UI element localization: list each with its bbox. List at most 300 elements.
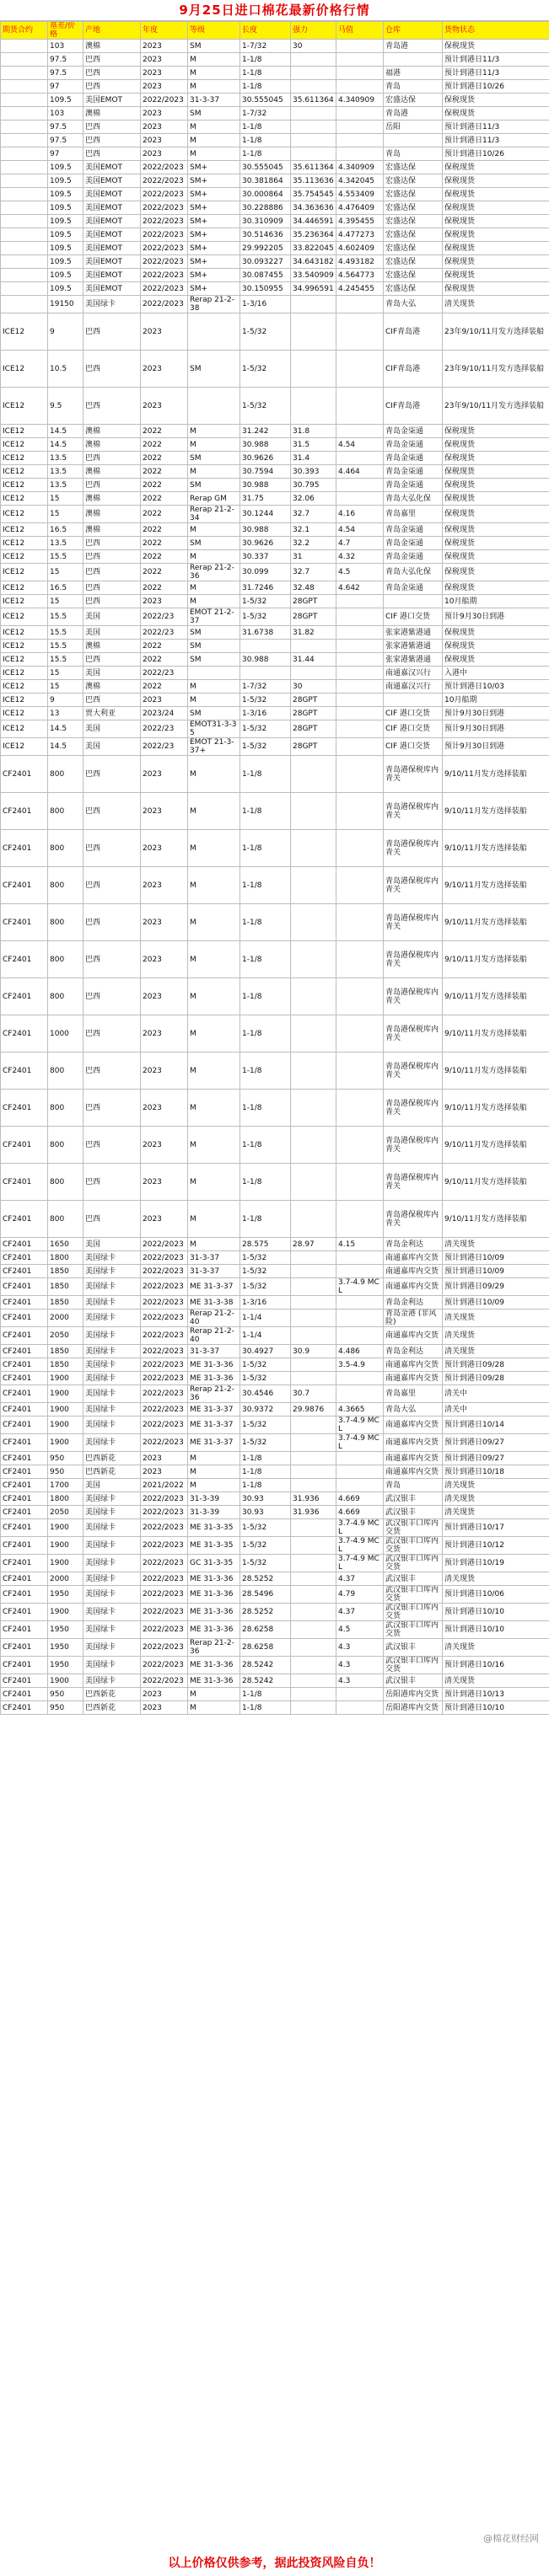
table-cell: ICE12 xyxy=(1,564,48,581)
table-cell xyxy=(336,756,384,793)
table-cell: 1-1/8 xyxy=(240,1452,291,1465)
table-cell: 15 xyxy=(48,595,83,608)
table-cell: 保税现货 xyxy=(443,452,549,465)
table-cell: 30 xyxy=(291,40,336,53)
table-cell xyxy=(291,1327,336,1345)
table-cell: 19150 xyxy=(48,296,83,313)
table-cell: 预计到港日11/3 xyxy=(443,134,549,147)
table-cell xyxy=(291,1265,336,1278)
table-cell: 2022/23 xyxy=(141,626,188,640)
table-cell: 2022/2023 xyxy=(141,255,188,269)
table-cell: 4.642 xyxy=(336,581,384,595)
table-cell: 1-1/8 xyxy=(240,1052,291,1090)
table-cell: 4.553409 xyxy=(336,188,384,201)
table-cell: 30.093227 xyxy=(240,255,291,269)
table-cell: 青岛金柒通 xyxy=(384,425,443,438)
table-cell: 15 xyxy=(48,492,83,506)
table-cell: ICE12 xyxy=(1,626,48,640)
table-cell xyxy=(336,1090,384,1127)
table-cell: 预计9月30日到港 xyxy=(443,738,549,756)
table-cell: 28.6258 xyxy=(240,1639,291,1657)
table-cell: 109.5 xyxy=(48,215,83,228)
table-cell: 岳阳港库内交货 xyxy=(384,1688,443,1701)
table-cell xyxy=(1,201,48,215)
table-cell: ICE12 xyxy=(1,550,48,564)
table-cell: 青岛金柒通 xyxy=(384,550,443,564)
table-cell xyxy=(291,1127,336,1164)
table-cell: 9/10/11月发方选择装船 xyxy=(443,1164,549,1201)
table-row xyxy=(1,694,549,707)
table-cell: 15.5 xyxy=(48,608,83,626)
table-cell: M xyxy=(188,978,240,1015)
table-cell: 10月船期 xyxy=(443,694,549,707)
table-cell xyxy=(336,978,384,1015)
table-cell: 34.446591 xyxy=(291,215,336,228)
table-cell: 美国绿卡 xyxy=(83,1506,141,1519)
table-cell: M xyxy=(188,1688,240,1701)
table-cell xyxy=(336,640,384,653)
table-cell: 保税现货 xyxy=(443,201,549,215)
table-cell: 美国 xyxy=(83,738,141,756)
table-cell xyxy=(291,867,336,904)
table-cell: 美国EMOT xyxy=(83,255,141,269)
table-cell: M xyxy=(188,1201,240,1238)
table-cell: 预计到港日10/14 xyxy=(443,1417,549,1434)
table-cell xyxy=(336,720,384,738)
table-cell: 保税现货 xyxy=(443,465,549,479)
column-header: 等级 xyxy=(188,22,240,40)
table-cell: 2022/2023 xyxy=(141,1555,188,1572)
table-cell: 2022/2023 xyxy=(141,1372,188,1385)
table-row xyxy=(1,1621,549,1639)
table-cell: 青岛金利达 xyxy=(384,1345,443,1358)
table-cell: 保税现货 xyxy=(443,550,549,564)
table-cell: 1-1/8 xyxy=(240,134,291,147)
table-cell: CF2401 xyxy=(1,1506,48,1519)
table-cell: 青岛港保税库内青关 xyxy=(384,756,443,793)
column-header: 强力 xyxy=(291,22,336,40)
table-cell: CF2401 xyxy=(1,1358,48,1372)
table-cell: 1-5/32 xyxy=(240,1265,291,1278)
table-cell: 预计到港日10/26 xyxy=(443,147,549,161)
table-cell: 青岛金柒通 xyxy=(384,581,443,595)
table-cell: 1700 xyxy=(48,1479,83,1492)
table-cell: GC 31-3-35 xyxy=(188,1555,240,1572)
table-cell: 32.06 xyxy=(291,492,336,506)
table-row xyxy=(1,1657,549,1674)
table-row xyxy=(1,738,549,756)
table-cell xyxy=(1,161,48,174)
table-cell: 2023 xyxy=(141,595,188,608)
table-cell: 35.611364 xyxy=(291,94,336,107)
table-cell: 预计到港日11/3 xyxy=(443,120,549,134)
table-cell: 美国绿卡 xyxy=(83,1327,141,1345)
table-cell: 保税现货 xyxy=(443,626,549,640)
table-cell: 2023 xyxy=(141,107,188,120)
table-cell: 1950 xyxy=(48,1621,83,1639)
table-cell: 南通嘉汉兴行 xyxy=(384,680,443,694)
column-header: 基差/价格 xyxy=(48,22,83,40)
table-cell: 31.936 xyxy=(291,1506,336,1519)
table-cell xyxy=(1,215,48,228)
table-cell: CF2401 xyxy=(1,1385,48,1403)
table-row xyxy=(1,228,549,242)
table-cell: 2023 xyxy=(141,978,188,1015)
table-cell: 2000 xyxy=(48,1572,83,1586)
table-cell: 2023 xyxy=(141,147,188,161)
table-cell: 美国绿卡 xyxy=(83,1296,141,1309)
table-cell: 1-5/32 xyxy=(240,595,291,608)
table-cell: 32.48 xyxy=(291,581,336,595)
table-cell: 30.099 xyxy=(240,564,291,581)
table-cell: 美国绿卡 xyxy=(83,1492,141,1506)
table-cell: 2022/2023 xyxy=(141,1385,188,1403)
table-cell: 清关现货 xyxy=(443,296,549,313)
table-cell: 保税现货 xyxy=(443,40,549,53)
table-cell: 巴西 xyxy=(83,537,141,550)
table-cell: M xyxy=(188,80,240,94)
table-cell: ME 31-3-35 xyxy=(188,1537,240,1555)
table-cell: 保税现货 xyxy=(443,242,549,255)
table-cell: 32.7 xyxy=(291,564,336,581)
table-cell: 清关现货 xyxy=(443,1327,549,1345)
table-cell: SM+ xyxy=(188,255,240,269)
table-cell: SM xyxy=(188,351,240,388)
table-cell: 青岛港保税库内青关 xyxy=(384,793,443,830)
table-row xyxy=(1,1674,549,1688)
table-cell: 青岛金利达 xyxy=(384,1296,443,1309)
table-cell: CF2401 xyxy=(1,867,48,904)
table-cell: Rerap 21-2-40 xyxy=(188,1309,240,1327)
table-cell: CF2401 xyxy=(1,1327,48,1345)
table-cell: CF2401 xyxy=(1,1604,48,1621)
table-cell: 武汉银丰口库内交货 xyxy=(384,1519,443,1537)
table-cell: 1-7/32 xyxy=(240,680,291,694)
table-cell xyxy=(291,67,336,80)
table-cell xyxy=(336,479,384,492)
table-cell xyxy=(336,1015,384,1052)
table-cell: ICE12 xyxy=(1,738,48,756)
table-cell: 30.337 xyxy=(240,550,291,564)
table-cell xyxy=(336,941,384,978)
table-cell: 2022/2023 xyxy=(141,1434,188,1452)
table-cell xyxy=(291,1164,336,1201)
table-cell xyxy=(291,1657,336,1674)
table-cell xyxy=(336,830,384,867)
table-cell: 9/10/11月发方选择装船 xyxy=(443,1127,549,1164)
table-row xyxy=(1,201,549,215)
table-cell: 2050 xyxy=(48,1506,83,1519)
table-cell: SM xyxy=(188,640,240,653)
table-cell: 2022/2023 xyxy=(141,1358,188,1372)
table-cell: 2050 xyxy=(48,1327,83,1345)
table-cell: 3.7-4.9 MCL xyxy=(336,1434,384,1452)
table-cell: 美国绿卡 xyxy=(83,1372,141,1385)
table-cell: 109.5 xyxy=(48,174,83,188)
table-cell: 保税现货 xyxy=(443,653,549,667)
table-cell: CF2401 xyxy=(1,1372,48,1385)
table-cell: 2023 xyxy=(141,134,188,147)
table-cell: 巴西 xyxy=(83,1127,141,1164)
table-cell: 青岛金利达 xyxy=(384,1238,443,1251)
table-cell: 青岛港 xyxy=(384,107,443,120)
table-row xyxy=(1,479,549,492)
table-cell: 800 xyxy=(48,904,83,941)
table-cell: 美国EMOT xyxy=(83,242,141,255)
table-cell: 3.7-4.9 MCL xyxy=(336,1278,384,1296)
table-cell: ICE12 xyxy=(1,523,48,537)
table-cell: 美国绿卡 xyxy=(83,1537,141,1555)
table-cell: 103 xyxy=(48,40,83,53)
table-cell: 美国EMOT xyxy=(83,201,141,215)
table-cell: 贾大利亚 xyxy=(83,707,141,720)
table-cell: 15.5 xyxy=(48,640,83,653)
table-cell: 2023 xyxy=(141,80,188,94)
table-cell: 97.5 xyxy=(48,120,83,134)
table-row xyxy=(1,1604,549,1621)
table-cell: 1-5/32 xyxy=(240,1278,291,1296)
table-cell: 2022 xyxy=(141,425,188,438)
table-cell: Rerap 21-2-36 xyxy=(188,564,240,581)
table-cell xyxy=(291,1537,336,1555)
table-row xyxy=(1,1372,549,1385)
table-cell: CF2401 xyxy=(1,1127,48,1164)
table-cell: 青岛金港 (非风险) xyxy=(384,1309,443,1327)
table-cell: SM+ xyxy=(188,215,240,228)
table-cell: 美国绿卡 xyxy=(83,1251,141,1265)
table-cell: 13.5 xyxy=(48,537,83,550)
table-header-row xyxy=(1,22,549,40)
table-cell xyxy=(336,53,384,67)
table-row xyxy=(1,904,549,941)
table-cell: 预计到港日09/27 xyxy=(443,1434,549,1452)
table-cell: CIF青岛港 xyxy=(384,351,443,388)
table-cell xyxy=(291,1434,336,1452)
table-cell: 武汉银丰口库内交货 xyxy=(384,1555,443,1572)
table-cell: 1-5/32 xyxy=(240,1434,291,1452)
table-cell xyxy=(336,452,384,465)
table-cell: 31-3-37 xyxy=(188,1345,240,1358)
table-cell xyxy=(291,107,336,120)
table-cell: 美国EMOT xyxy=(83,215,141,228)
table-cell: 4.16 xyxy=(336,506,384,523)
table-cell: 美国EMOT xyxy=(83,94,141,107)
table-cell: CF2401 xyxy=(1,1492,48,1506)
table-cell: 10.5 xyxy=(48,351,83,388)
table-cell: SM+ xyxy=(188,242,240,255)
table-cell: M xyxy=(188,523,240,537)
table-cell xyxy=(291,296,336,313)
table-cell: 2023 xyxy=(141,830,188,867)
table-cell: 青岛大弘 xyxy=(384,1403,443,1417)
table-cell: SM+ xyxy=(188,269,240,282)
table-cell: CF2401 xyxy=(1,1519,48,1537)
table-cell xyxy=(384,134,443,147)
table-row xyxy=(1,452,549,465)
table-cell: Rerap GM xyxy=(188,492,240,506)
table-cell: 2022/2023 xyxy=(141,1278,188,1296)
table-cell: 南通嘉库内交货 xyxy=(384,1465,443,1479)
table-cell: 巴西 xyxy=(83,595,141,608)
table-cell: 巴西 xyxy=(83,904,141,941)
table-cell: 9 xyxy=(48,313,83,351)
table-cell: CF2401 xyxy=(1,978,48,1015)
table-cell: 16.5 xyxy=(48,581,83,595)
table-cell: 800 xyxy=(48,1052,83,1090)
table-cell: CF2401 xyxy=(1,1701,48,1715)
table-cell: 109.5 xyxy=(48,282,83,296)
table-row xyxy=(1,1492,549,1506)
table-cell: 30.795 xyxy=(291,479,336,492)
table-cell: 29.992205 xyxy=(240,242,291,255)
table-cell: 31-3-39 xyxy=(188,1506,240,1519)
table-cell: 31.82 xyxy=(291,626,336,640)
table-cell: 28.5496 xyxy=(240,1586,291,1604)
table-cell: 巴西 xyxy=(83,1164,141,1201)
table-cell: CF2401 xyxy=(1,1309,48,1327)
table-cell: 9/10/11月发方选择装船 xyxy=(443,978,549,1015)
table-cell: 33.540909 xyxy=(291,269,336,282)
table-row xyxy=(1,161,549,174)
table-cell xyxy=(291,667,336,680)
table-cell xyxy=(336,608,384,626)
table-cell: 青岛港保税库内青关 xyxy=(384,1090,443,1127)
table-cell: 巴西新花 xyxy=(83,1452,141,1465)
table-cell: 109.5 xyxy=(48,161,83,174)
table-cell: CF2401 xyxy=(1,904,48,941)
table-cell: 14.5 xyxy=(48,720,83,738)
table-cell: 2023 xyxy=(141,1701,188,1715)
table-cell: Rerap 21-2-38 xyxy=(188,296,240,313)
table-cell: 2022/23 xyxy=(141,738,188,756)
table-cell: 109.5 xyxy=(48,228,83,242)
table-cell: 1-5/32 xyxy=(240,738,291,756)
table-cell: 30.7594 xyxy=(240,465,291,479)
table-cell: 9/10/11月发方选择装船 xyxy=(443,1015,549,1052)
table-cell: 预计到港日10/10 xyxy=(443,1621,549,1639)
table-cell: 保税现货 xyxy=(443,640,549,653)
table-cell xyxy=(1,228,48,242)
table-cell: 2023 xyxy=(141,67,188,80)
table-cell: CF2401 xyxy=(1,1688,48,1701)
table-cell: CF2401 xyxy=(1,1537,48,1555)
table-cell: 巴西 xyxy=(83,793,141,830)
table-cell: 青岛港保税库内青关 xyxy=(384,1201,443,1238)
table-cell xyxy=(291,1052,336,1090)
table-cell: 28GPT xyxy=(291,738,336,756)
table-cell: 2022/2023 xyxy=(141,269,188,282)
table-cell xyxy=(291,756,336,793)
table-cell: ICE12 xyxy=(1,667,48,680)
table-cell xyxy=(336,904,384,941)
table-cell: 预计9月30日到港 xyxy=(443,707,549,720)
table-cell: 预计9月30日到港 xyxy=(443,608,549,626)
table-cell: 28GPT xyxy=(291,608,336,626)
table-cell: 南通嘉库内交货 xyxy=(384,1452,443,1465)
table-cell: 宏盛达保 xyxy=(384,161,443,174)
table-cell: 2022/2023 xyxy=(141,1639,188,1657)
table-row xyxy=(1,1506,549,1519)
table-cell: 青岛港保税库内青关 xyxy=(384,830,443,867)
table-row xyxy=(1,296,549,313)
table-cell: 2022/2023 xyxy=(141,1265,188,1278)
table-cell: CF2401 xyxy=(1,1434,48,1452)
table-cell: 青岛金柒通 xyxy=(384,465,443,479)
table-cell xyxy=(1,255,48,269)
table-cell: 美国绿卡 xyxy=(83,1403,141,1417)
table-cell: 4.5 xyxy=(336,1621,384,1639)
table-cell xyxy=(291,1639,336,1657)
table-cell: SM xyxy=(188,107,240,120)
table-cell: M xyxy=(188,67,240,80)
table-cell: 15 xyxy=(48,564,83,581)
table-cell: CF2401 xyxy=(1,1417,48,1434)
table-cell xyxy=(336,738,384,756)
table-cell: 4.340909 xyxy=(336,161,384,174)
table-cell: 2022/2023 xyxy=(141,1238,188,1251)
table-row xyxy=(1,1127,549,1164)
table-cell xyxy=(240,640,291,653)
table-cell: 美国绿卡 xyxy=(83,1674,141,1688)
table-cell: 1850 xyxy=(48,1345,83,1358)
table-cell: 31-3-39 xyxy=(188,1492,240,1506)
table-cell: 福港 xyxy=(384,67,443,80)
table-cell: 2022 xyxy=(141,465,188,479)
table-cell xyxy=(336,626,384,640)
table-cell: 保税现货 xyxy=(443,479,549,492)
table-cell: 1-3/16 xyxy=(240,707,291,720)
table-cell: 2022/23 xyxy=(141,667,188,680)
table-cell: ICE12 xyxy=(1,388,48,425)
table-cell: SM+ xyxy=(188,228,240,242)
table-cell xyxy=(336,388,384,425)
table-cell: 1-1/8 xyxy=(240,1164,291,1201)
table-cell: 青岛 xyxy=(384,147,443,161)
table-row xyxy=(1,1201,549,1238)
table-cell: 美国绿卡 xyxy=(83,1358,141,1372)
table-cell: 14.5 xyxy=(48,738,83,756)
table-cell xyxy=(336,1479,384,1492)
table-cell: 青岛 xyxy=(384,1479,443,1492)
table-cell: 1-1/8 xyxy=(240,793,291,830)
table-cell: 33.822045 xyxy=(291,242,336,255)
table-cell: 巴西 xyxy=(83,388,141,425)
table-cell xyxy=(336,40,384,53)
table-row xyxy=(1,1586,549,1604)
table-cell: 2022/2023 xyxy=(141,188,188,201)
table-cell: 宏盛达保 xyxy=(384,188,443,201)
table-cell: 800 xyxy=(48,867,83,904)
table-cell: 14.5 xyxy=(48,425,83,438)
table-cell: 30.1244 xyxy=(240,506,291,523)
table-cell: 巴西 xyxy=(83,67,141,80)
table-row xyxy=(1,1701,549,1715)
table-cell: 青岛金柒通 xyxy=(384,438,443,452)
table-cell: 31.6738 xyxy=(240,626,291,640)
table-cell: 清关现货 xyxy=(443,1492,549,1506)
table-cell: 巴西 xyxy=(83,1052,141,1090)
table-cell: ICE12 xyxy=(1,506,48,523)
table-cell: 9/10/11月发方选择装船 xyxy=(443,1052,549,1090)
table-cell: 青岛嘉里 xyxy=(384,506,443,523)
table-row xyxy=(1,756,549,793)
table-cell: M xyxy=(188,425,240,438)
table-cell: 4.54 xyxy=(336,523,384,537)
table-row xyxy=(1,1251,549,1265)
table-cell: 张家港紫港通 xyxy=(384,640,443,653)
table-cell: 保税现货 xyxy=(443,506,549,523)
table-cell: 巴西 xyxy=(83,653,141,667)
